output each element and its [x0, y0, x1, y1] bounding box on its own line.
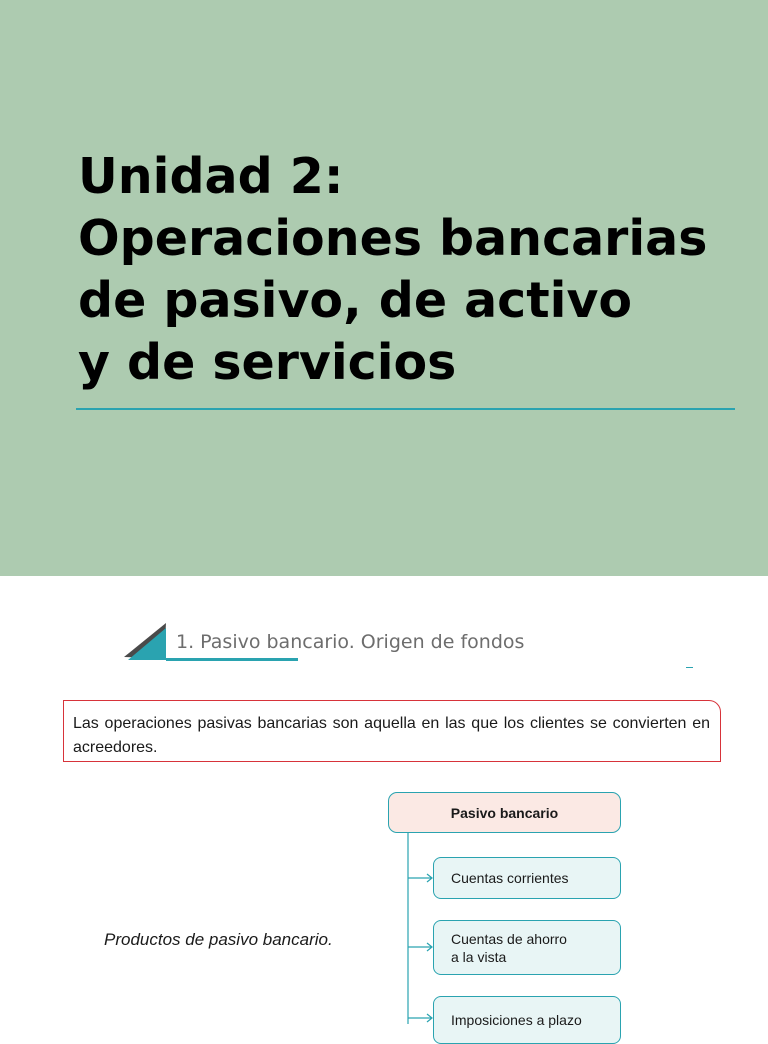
title-divider	[76, 408, 735, 410]
heading-underline	[166, 658, 298, 661]
decorative-mark	[686, 667, 693, 668]
child-node-label: Cuentas de ahorro a la vista	[451, 930, 567, 965]
section-heading: 1. Pasivo bancario. Origen de fondos	[176, 631, 525, 653]
child-node-label: Imposiciones a plazo	[451, 1012, 582, 1028]
title-line: Operaciones bancarias	[78, 210, 708, 267]
child-node-label: Cuentas corrientes	[451, 870, 569, 886]
definition-text: Las operaciones pasivas bancarias son aquella en las que los clientes se convierten en acreedores.	[73, 715, 710, 756]
content-slide	[0, 576, 768, 1028]
diagram-root-node	[388, 792, 621, 833]
diagram-caption: Productos de pasivo bancario.	[104, 930, 333, 949]
teal-triangle-icon	[122, 620, 170, 660]
diagram-child-node	[433, 920, 621, 975]
title-line: de pasivo, de activo	[78, 272, 633, 329]
diagram-child-node	[433, 857, 621, 899]
diagram-child-node	[433, 996, 621, 1044]
title-line: Unidad 2:	[78, 148, 344, 205]
title-line: y de servicios	[78, 334, 457, 391]
definition-box	[63, 700, 721, 762]
slide-title	[78, 146, 707, 394]
root-node-label: Pasivo bancario	[450, 804, 559, 821]
